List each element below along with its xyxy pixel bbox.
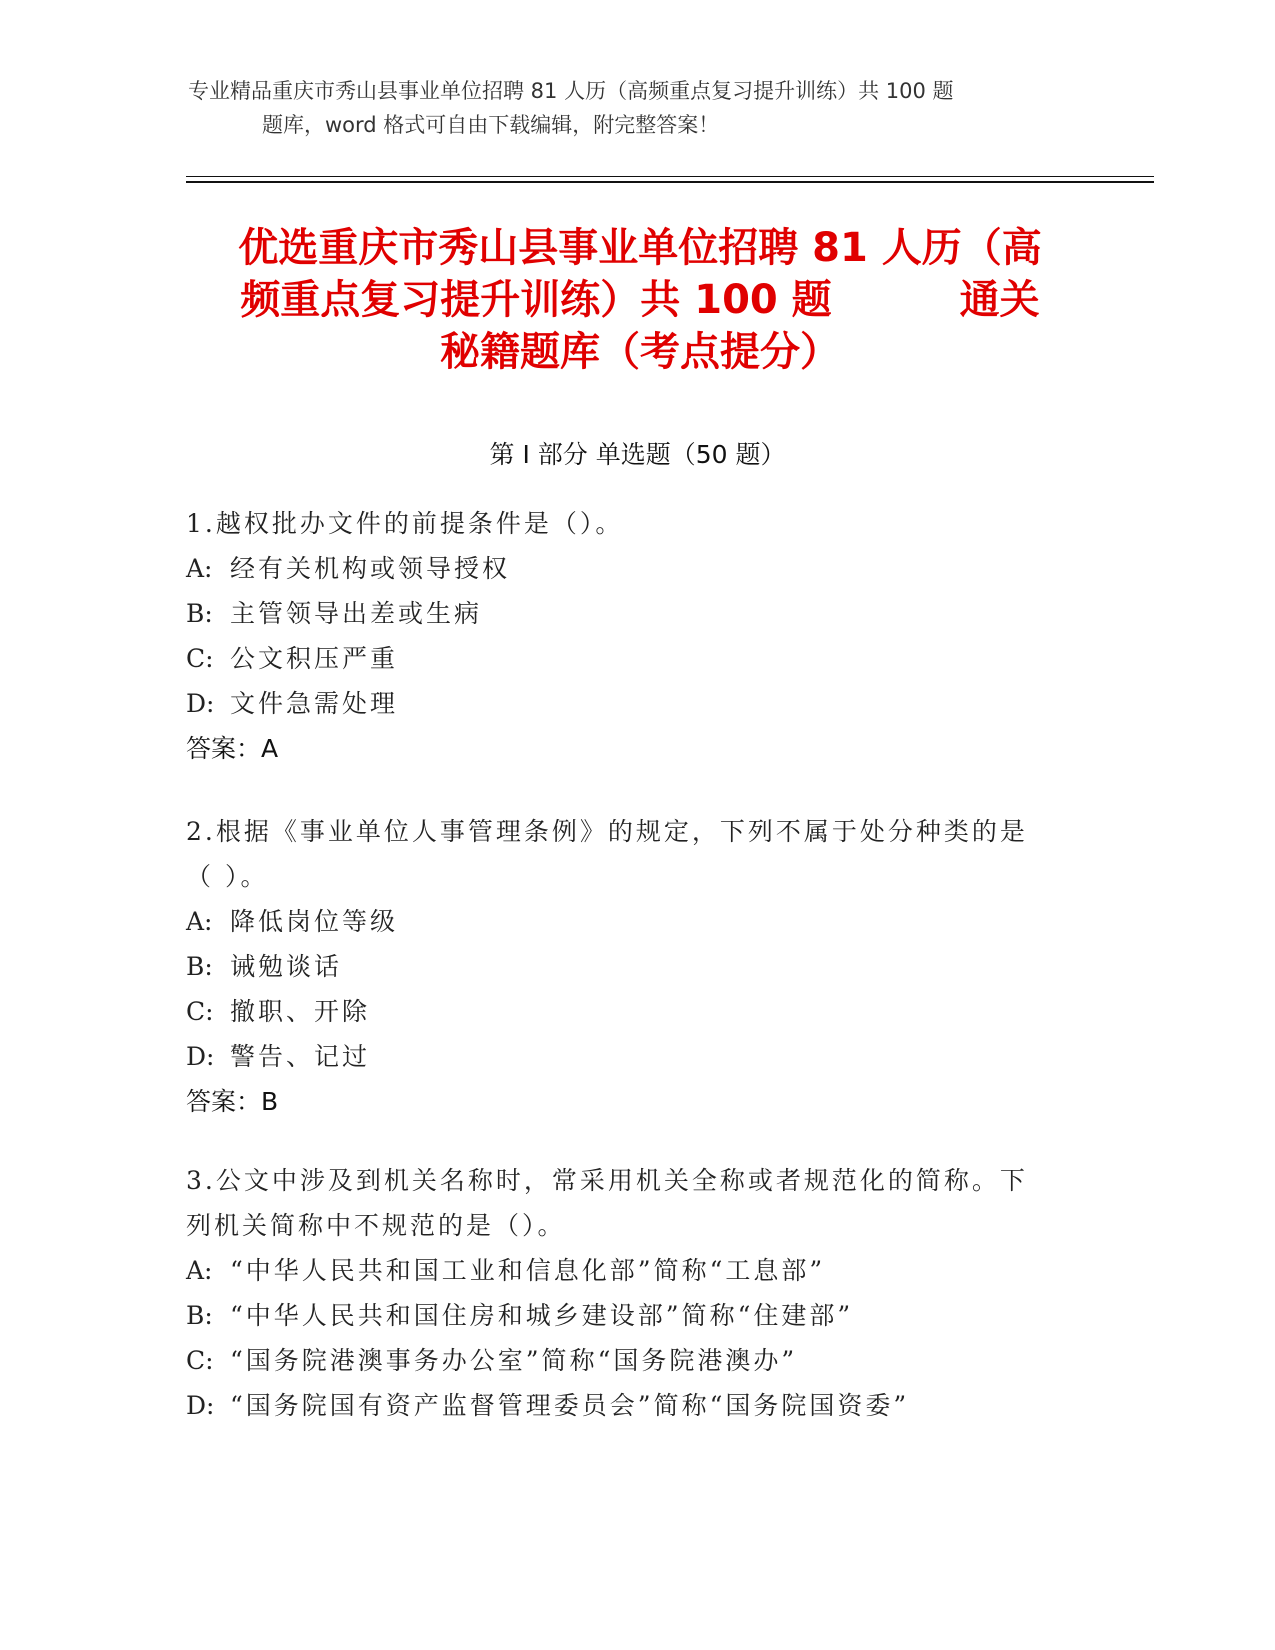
option-d <box>186 1034 1086 1079</box>
option-tag: C: <box>186 1346 214 1375</box>
header-rule-thin <box>186 176 1154 177</box>
option-tag: C: <box>186 997 214 1026</box>
option-a <box>186 1248 1086 1293</box>
option-b <box>186 944 1086 989</box>
option-text: “中华人民共和国工业和信息化部”简称“工息部” <box>230 1256 826 1285</box>
option-tag: A: <box>186 554 213 583</box>
document-title <box>160 222 1120 378</box>
question-3 <box>186 1158 1086 1428</box>
question-stem-line-2: （ ）。 <box>186 862 269 891</box>
option-tag: B: <box>186 1301 213 1330</box>
title-line-2 <box>160 274 1120 326</box>
option-text: “中华人民共和国住房和城乡建设部”简称“住建部” <box>230 1301 854 1330</box>
option-text: “国务院国有资产监督管理委员会”简称“国务院国资委” <box>230 1391 910 1420</box>
option-text: 经有关机构或领导授权 <box>230 554 511 583</box>
option-text: 降低岗位等级 <box>230 907 399 936</box>
option-text: 文件急需处理 <box>230 689 399 718</box>
option-b <box>186 591 1086 636</box>
question-stem: 1.越权批办文件的前提条件是（）。 <box>186 509 624 538</box>
answer: 答案：A <box>186 734 279 763</box>
option-c <box>186 636 1086 681</box>
header-note-line-2: 题库，word 格式可自由下载编辑，附完整答案！ <box>262 113 720 137</box>
option-text: 撤职、开除 <box>230 997 371 1026</box>
header-rule-thick <box>186 181 1154 183</box>
option-c <box>186 1338 1086 1383</box>
option-tag: D: <box>186 1042 215 1071</box>
title-line-3: 秘籍题库（考点提分） <box>440 329 840 375</box>
question-stem-line-1: 2.根据《事业单位人事管理条例》的规定，下列不属于处分种类的是 <box>186 817 1028 846</box>
question-stem-line-1: 3.公文中涉及到机关名称时，常采用机关全称或者规范化的简称。下 <box>186 1166 1028 1195</box>
option-tag: C: <box>186 644 214 673</box>
question-stem-line-2: 列机关简称中不规范的是（）。 <box>186 1211 566 1240</box>
title-line-1: 优选重庆市秀山县事业单位招聘 81 人历（高 <box>238 225 1042 271</box>
question-1 <box>186 501 1086 771</box>
option-a <box>186 546 1086 591</box>
option-text: “国务院港澳事务办公室”简称“国务院港澳办” <box>230 1346 798 1375</box>
option-tag: A: <box>186 1256 213 1285</box>
option-d <box>186 681 1086 726</box>
option-a <box>186 899 1086 944</box>
option-d <box>186 1383 1086 1428</box>
answer: 答案：B <box>186 1087 279 1116</box>
title-line-2-tail: 通关 <box>959 277 1040 323</box>
option-tag: B: <box>186 599 213 628</box>
question-2 <box>186 809 1086 1124</box>
option-text: 警告、记过 <box>230 1042 371 1071</box>
option-tag: B: <box>186 952 213 981</box>
option-tag: A: <box>186 907 213 936</box>
option-text: 公文积压严重 <box>230 644 399 673</box>
option-c <box>186 989 1086 1034</box>
header-note-line-1: 专业精品重庆市秀山县事业单位招聘 81 人历（高频重点复习提升训练）共 100 题 <box>188 79 954 103</box>
title-line-2-main: 频重点复习提升训练）共 100 题 <box>240 277 832 323</box>
option-b <box>186 1293 1086 1338</box>
option-text: 主管领导出差或生病 <box>230 599 483 628</box>
option-text: 诫勉谈话 <box>230 952 343 981</box>
option-tag: D: <box>186 1391 215 1420</box>
option-tag: D: <box>186 689 215 718</box>
section-title: 第 I 部分 单选题（50 题） <box>489 440 786 469</box>
